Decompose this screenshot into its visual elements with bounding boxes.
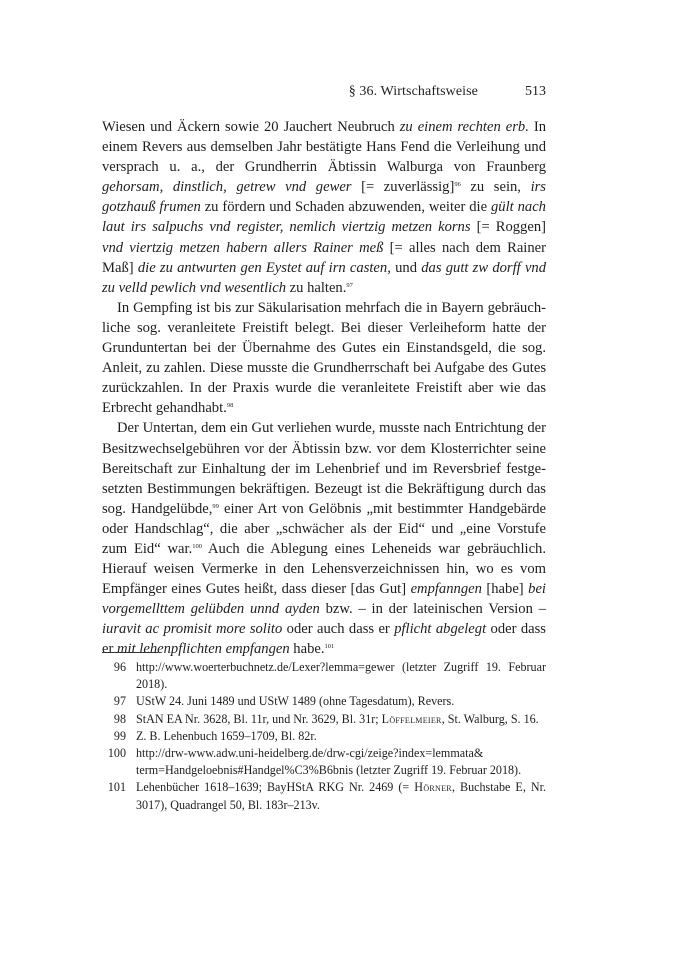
text-run: Der Untertan, dem ein Gut verliehen wurde, musste nach Entrichtung der Besitzwechselgebühren vor der Äbtissin bzw. vor dem Klosterrichter seine Bereitschaft zur Einhaltung der im Lehenbrief und im Reversbrief festgesetzten Bestimmungen bekräftigen. Bezeugt ist die Bekräftigung durch das sog. Handgelübde, [102,420,546,517]
footnote-text [136,693,546,710]
text-run: Wiesen und Äckern sowie 20 Jauchert Neubruch [102,119,400,135]
italic-quote: iuravit ac promisit more solito [102,621,283,638]
italic-quote: mit lehenpflichten empfangen [117,641,290,658]
footnote-ref: 96 [454,181,461,189]
text-run: In Gempfing ist bis zur Säkularisation mehrfach die in Bayern gebräuchliche sog. veranleitete Freistift belegt. Bei dieser Verleiheform hatte der Grunduntertan bei der Übernahme des Gutes ein Einstandsgeld, die sog. Anleit, zu zahlen. Diese musste die Grundherrschaft bei Aufgabe des Gutes zurückzahlen. In der Praxis wurde die veranleitete Freistift aber wie das Erbrecht gehandhabt. [102,299,546,417]
italic-quote: das gutt zw dorff vnd zu velld pewlich vnd wesentlich [102,259,547,296]
text-run: , St. Walburg, S. 16. [441,711,539,726]
italic-quote: zu einem rechten erb. [399,119,529,135]
text-run: [= zuverlässig] [351,179,455,196]
author-name: Löffelmeier [381,711,442,726]
paragraph [102,418,546,659]
footnote-number: 101 [107,780,126,795]
footnote-ref: 98 [226,402,234,410]
text-run: habe. [289,641,325,658]
running-header [102,84,546,104]
footnote-number: 97 [113,694,126,709]
text-run: [= alles nach dem Rainer Maß] [102,239,546,276]
italic-quote: empfanngen [410,581,482,598]
text-run: Z. B. Lehenbuch 1659–1709, Bl. 82r. [136,728,317,743]
footnotes [102,659,546,814]
text-run: einer Art von Gelöbnis „mit bestimmter Handgebärde oder Handschlag“, die aber „schwächer als der Eid“ und „eine Vorstufe zum Eid“ war. [102,500,546,557]
footnote-number: 99 [113,728,126,743]
italic-quote: bei vorgemellttem gelübden unnd ayden [102,581,546,618]
text-run: Lehenbücher 1618–1639; BayHStA RKG Nr. 2469 (= [136,780,415,795]
footnote-number: 98 [113,711,126,726]
footnote [102,693,546,710]
footnote-text [136,728,546,745]
footnote-text [136,779,546,813]
text-run: oder auch dass er [282,621,395,638]
footnote [102,728,546,745]
footnote [102,659,546,693]
footnote [102,745,546,779]
italic-quote: die zu antwurten gen Eystet auf irn casten, [137,259,391,276]
footnote [102,711,546,728]
text-run: zu fördern und Schaden abzuwenden, weiter die [200,199,491,216]
paragraph [102,298,546,419]
page-number: 513 [525,84,546,99]
footnote-number: 96 [113,660,126,674]
italic-quote: gült nach laut irs salpuchs vnd register, nemlich viertzig metzen korns [102,199,546,236]
footnote-ref: 97 [346,281,353,289]
text-run: http://www.woerterbuchnetz.de/Lexer?lemma=gewer (letzter Zugriff 19. Februar 2018). [136,660,546,692]
footnote-text [136,711,546,728]
paragraph [102,117,546,298]
section-title: § 36. Wirtschaftsweise [348,84,478,99]
text-run: , Buchstabe E, Nr. 3017), Quadrangel 50, Bl. 183r–213v. [136,780,547,812]
text-run: [= Roggen] [470,219,546,236]
footnote [102,779,546,813]
body-text [102,117,546,660]
italic-quote: gehorsam, dinstlich, getrew vnd gewer [102,179,352,196]
text-run: In einem Revers aus demselben Jahr bestätigte Hans Fend die Verleihung und versprach u. a., der Grundherrin Äbtissin Walburga von Fraunberg [102,119,546,176]
footnote-ref: 101 [324,643,335,651]
text-run: StAN EA Nr. 3628, Bl. 11r, und Nr. 3629, Bl. 31r; [136,711,382,726]
italic-quote: pflicht abgelegt [394,621,487,638]
text-run: http://drw-www.adw.uni-heidelberg.de/drw-cgi/zeige?index=lemmata& term=Handgeloebnis#Handgel%C3%B6bnis (letzter Zugriff 19. Februar 2018). [136,746,522,778]
footnote-number: 100 [107,746,126,761]
italic-quote: irs gotzhauß frumen [102,179,546,216]
text-run: zu halten. [286,279,347,296]
text-run: und [390,259,422,276]
footnote-text [136,745,546,779]
text-run: [habe] [481,581,529,598]
author-name: Hörner [414,780,452,795]
footnote-text [136,659,546,693]
text-run: bzw. – in der lateinischen Version – [319,601,546,618]
text-run: oder dass er [102,621,546,658]
footnote-separator [102,652,158,653]
footnote-ref: 99 [212,502,219,510]
footnote-ref: 100 [192,542,202,550]
text-run: UStW 24. Juni 1489 und UStW 1489 (ohne Tagesdatum), Revers. [136,694,455,709]
text-run: zu sein, [460,179,531,196]
text-run: Auch die Ablegung eines Leheneids war gebräuchlich. Hierauf weisen Vermerke in den Lehensverzeichnissen hin, wo es vom Empfänger eines Gutes heißt, dass dieser [das Gut] [102,540,546,598]
italic-quote: vnd viertzig metzen habern allers Rainer meß [102,239,384,256]
